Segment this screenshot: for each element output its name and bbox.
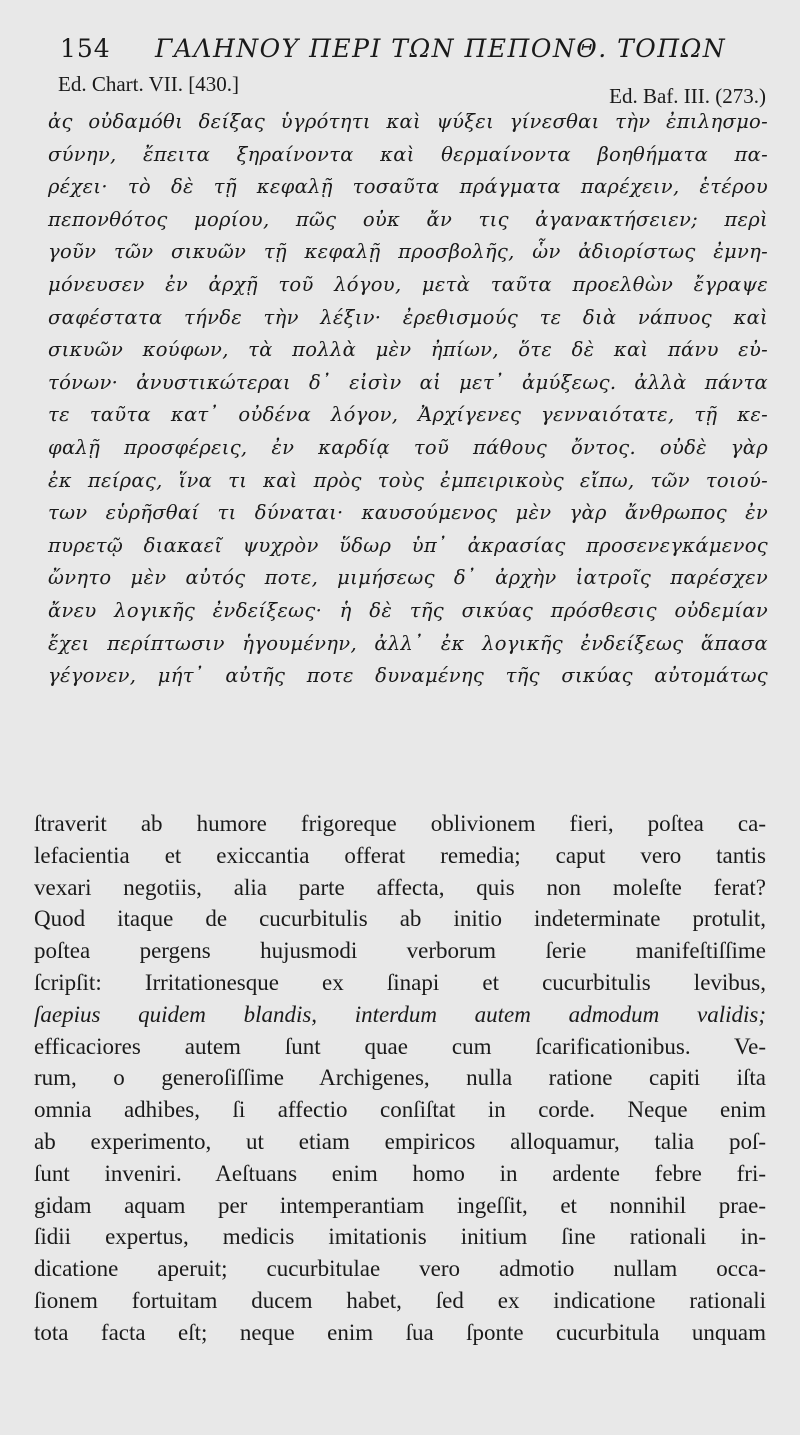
greek-text-line: σικυῶν κούφων, τὰ πολλὰ μὲν ἠπίων, ὅτε δὲ καὶ πάνυ εὐ- — [48, 338, 768, 362]
latin-translation-block — [34, 808, 766, 1349]
greek-text-line: γέγονεν, μήτ᾽ αὐτῆς ποτε δυναμένης τῆς σικύας αὐτομάτως — [48, 664, 768, 688]
latin-text-line: Quod itaque de cucurbitulis ab initio indeterminate protulit, — [34, 906, 766, 932]
greek-text-line: ὤνητο μὲν αὐτός ποτε, μιμήσεως δ᾽ ἀρχὴν ἰατροῖς παρέσχεν — [48, 566, 768, 590]
greek-text-line: ἐκ πείρας, ἵνα τι καὶ πρὸς τοὺς ἐμπειρικοὺς εἴπω, τῶν τοιού- — [48, 468, 768, 492]
greek-text-line: των εὑρῆσθαί τι δύναται· καυσούμενος μὲν γὰρ ἄνθρωπος ἐν — [48, 501, 768, 525]
latin-text-line: dicatione aperuit; cucurbitulae vero admotio nullam occa- — [34, 1256, 766, 1282]
running-header — [60, 34, 760, 63]
latin-text-line: omnia adhibes, ſi affectio conſiſtat in corde. Neque enim — [34, 1097, 766, 1123]
latin-text-line: ab experimento, ut etiam empiricos alloquamur, talia poſ- — [34, 1128, 766, 1154]
latin-text-line: tota facta eſt; neque enim ſua ſponte cucurbitula unquam — [34, 1319, 766, 1345]
latin-text-line: ſaepius quidem blandis, interdum autem admodum validis; — [34, 1001, 766, 1027]
greek-text-line: γοῦν τῶν σικυῶν τῇ κεφαλῇ προσβολῆς, ὧν ἀδιορίστως ἐμνη- — [48, 240, 768, 264]
latin-text-line: vexari negotiis, alia parte affecta, quis non moleſte ferat? — [34, 874, 766, 900]
running-title: ΓΑΛΗΝΟΥ ΠΕΡΙ ΤΩΝ ΠΕΠΟΝΘ. ΤΟΠΩΝ — [155, 34, 727, 63]
greek-text-line: ἔχει περίπτωσιν ἡγουμένην, ἀλλ᾽ ἐκ λογικῆς ἐνδείξεως ἅπασα — [48, 631, 768, 655]
latin-text-line: efficaciores autem ſunt quae cum ſcarificationibus. Ve- — [34, 1033, 766, 1059]
greek-text-line: ἄνευ λογικῆς ἐνδείξεως· ἡ δὲ τῆς σικύας πρόσθεσις οὐδεμίαν — [48, 598, 768, 622]
page-number: 154 — [60, 34, 111, 63]
latin-text-line: lefacientia et exiccantia offerat remedia; caput vero tantis — [34, 842, 766, 868]
greek-text-line: μόνευσεν ἐν ἀρχῇ τοῦ λόγου, μετὰ ταῦτα προελθὼν ἔγραψε — [48, 272, 768, 296]
latin-text-line: ſtraverit ab humore frigoreque oblivionem fieri, poſtea ca- — [34, 811, 766, 836]
greek-text-line: τε ταῦτα κατ᾽ οὐδένα λόγον, Ἀρχίγενες γενναιότατε, τῇ κε- — [48, 403, 768, 427]
greek-text-line: πυρετῷ διακαεῖ ψυχρὸν ὕδωρ ὑπ᾽ ἀκρασίας προσενεγκάμενος — [48, 533, 768, 557]
edition-reference-chartier: Ed. Chart. VII. [430.] — [58, 72, 239, 96]
greek-text-line: τόνων· ἀνυστικώτεραι δ᾽ εἰσὶν αἱ μετ᾽ ἀμύξεως. ἀλλὰ πάντα — [48, 370, 768, 394]
latin-text-line: ſcripſit: Irritationesque ex ſinapi et cucurbitulis levibus, — [34, 969, 766, 995]
greek-text-line: ρέχει· τὸ δὲ τῇ κεφαλῇ τοσαῦτα πράγματα παρέχειν, ἑτέρου — [48, 175, 768, 199]
greek-text-line: ἀς οὐδαμόθι δείξας ὑγρότητι καὶ ψύξει γίνεσθαι τὴν ἐπιλησμο- — [48, 110, 768, 133]
latin-text-line: ſionem fortuitam ducem habet, ſed ex indicatione rationali — [34, 1287, 766, 1313]
greek-text-line: σύνην, ἔπειτα ξηραίνοντα καὶ θερμαίνοντα βοηθήματα πα- — [48, 142, 768, 166]
greek-text-line: πεπονθότος μορίου, πῶς οὐκ ἄν τις ἀγανακτήσειεν; περὶ — [48, 207, 768, 231]
latin-text-line: ſidii expertus, medicis imitationis initium ſine rationali in- — [34, 1224, 766, 1250]
greek-text-line: σαφέστατα τήνδε τὴν λέξιν· ἐρεθισμούς τε διὰ νάπυος καὶ — [48, 305, 768, 329]
latin-text-line: poſtea pergens hujusmodi verborum ſerie manifeſtiſſime — [34, 938, 766, 964]
latin-text-line: rum, o generoſiſſime Archigenes, nulla ratione capiti iſta — [34, 1065, 766, 1091]
latin-text-line: gidam aquam per intemperantiam ingeſſit, et nonnihil prae- — [34, 1192, 766, 1218]
greek-text-line: φαλῇ προσφέρεις, ἐν καρδίᾳ τοῦ πάθους ὄντος. οὐδὲ γὰρ — [48, 435, 768, 459]
edition-reference-basel: Ed. Baf. III. (273.) — [609, 84, 766, 108]
latin-text-line: ſunt inveniri. Aeſtuans enim homo in ardente febre fri- — [34, 1160, 766, 1186]
greek-text-block — [48, 106, 768, 693]
